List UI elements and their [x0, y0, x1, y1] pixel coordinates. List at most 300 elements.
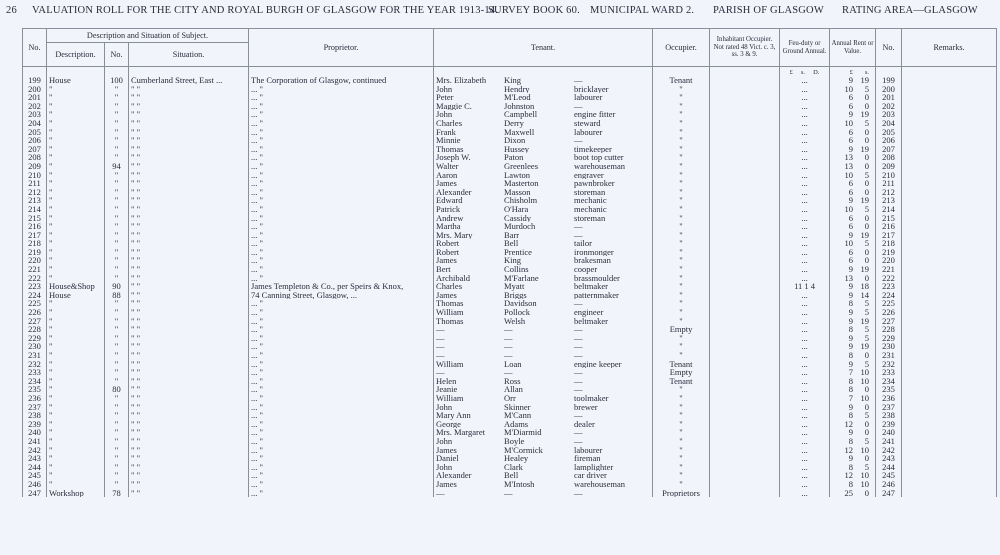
- row-rent-shillings: 5: [864, 170, 870, 180]
- row-inhabitant: [710, 282, 780, 291]
- row-number: ": [105, 454, 129, 463]
- row-tenant-occupation: —: [574, 333, 583, 343]
- row-number: 94: [105, 162, 129, 171]
- row-rent-shillings: 5: [864, 436, 870, 446]
- row-tenant-forename: Robert: [436, 239, 460, 248]
- row-proprietor: The Corporation of Glasgow, continued: [249, 76, 434, 85]
- row-number: ": [105, 119, 129, 128]
- row-remarks: [902, 437, 997, 446]
- table-row: [23, 239, 997, 248]
- row-tenant-occupation: car driver: [574, 471, 607, 480]
- row-tenant-surname: Lawton: [504, 170, 530, 180]
- row-tenant-surname: King: [504, 76, 522, 85]
- feu-unit-shillings: s.: [800, 69, 806, 76]
- row-tenant-forename: Patrick: [436, 204, 461, 214]
- row-proprietor: ... ": [249, 385, 434, 394]
- rent-label: Annual Rent or Value.: [831, 40, 874, 55]
- row-tenant-forename: Andrew: [436, 213, 464, 223]
- row-tenant-forename: Minnie: [436, 136, 461, 145]
- row-remarks: [902, 463, 997, 472]
- row-feu-ellipsis: ...: [801, 230, 808, 240]
- row-proprietor: ... ": [249, 256, 434, 265]
- row-feu-ellipsis: ...: [801, 153, 808, 162]
- row-rent-pounds: 10: [844, 239, 854, 248]
- row-proprietor: ... ": [249, 222, 434, 231]
- row-tenant-forename: James: [436, 256, 457, 266]
- table-row: [23, 205, 997, 214]
- row-no-right: 206: [876, 136, 902, 145]
- row-tenant-occupation: boot top cutter: [574, 153, 624, 162]
- row-tenant-forename: Charles: [436, 118, 462, 128]
- row-no-right: 205: [876, 128, 902, 137]
- row-rent-shillings: 10: [860, 471, 870, 480]
- row-rent-shillings: 18: [860, 282, 870, 291]
- row-inhabitant: [710, 231, 780, 240]
- row-remarks: [902, 489, 997, 498]
- row-number: ": [105, 394, 129, 403]
- row-tenant-surname: Loan: [504, 359, 522, 369]
- row-rent-shillings: 10: [860, 376, 870, 386]
- row-tenant-occupation: engine keeper: [574, 359, 622, 369]
- row-situation: " ": [129, 471, 249, 480]
- row-no-right: 207: [876, 145, 902, 154]
- row-tenant-surname: Cassidy: [504, 213, 531, 223]
- table-row: [23, 248, 997, 257]
- table-row: [23, 325, 997, 334]
- row-rent-shillings: 19: [860, 196, 870, 205]
- row-feu-ellipsis: ...: [801, 325, 808, 334]
- row-situation: " ": [129, 145, 249, 154]
- table-row: [23, 85, 997, 94]
- row-occupier: ": [653, 291, 710, 300]
- row-rent-shillings: 0: [864, 247, 870, 257]
- row-number: ": [105, 368, 129, 377]
- row-occupier: ": [653, 153, 710, 162]
- row-tenant-occupation: pawnbroker: [574, 179, 615, 188]
- table-row: [23, 222, 997, 231]
- row-feu-ellipsis: ...: [801, 333, 808, 343]
- col-header-no-right: No.: [876, 29, 902, 67]
- row-no-right: 236: [876, 394, 902, 403]
- row-number: ": [105, 128, 129, 137]
- row-no: 231: [23, 351, 47, 360]
- row-proprietor: 74 Canning Street, Glasgow, ...: [249, 291, 434, 300]
- row-description: ": [47, 93, 105, 102]
- row-tenant-surname: Boyle: [504, 436, 525, 446]
- row-description: ": [47, 437, 105, 446]
- row-inhabitant: [710, 171, 780, 180]
- row-tenant-forename: Mary Ann: [436, 411, 471, 420]
- row-tenant-forename: Robert: [436, 247, 460, 257]
- row-tenant-surname: Pollock: [504, 308, 531, 317]
- row-proprietor: ... ": [249, 248, 434, 257]
- row-no-right: 231: [876, 351, 902, 360]
- row-inhabitant: [710, 222, 780, 231]
- row-no-right: 230: [876, 342, 902, 351]
- row-inhabitant: [710, 128, 780, 137]
- row-description: ": [47, 308, 105, 317]
- row-tenant-surname: Healey: [504, 454, 529, 463]
- row-situation: " ": [129, 403, 249, 412]
- row-occupier: ": [653, 145, 710, 154]
- row-feu-ellipsis: ...: [801, 76, 808, 85]
- row-tenant-surname: Maxwell: [504, 127, 535, 137]
- table-row: [23, 428, 997, 437]
- row-tenant-surname: King: [504, 256, 522, 266]
- row-proprietor: ... ": [249, 334, 434, 343]
- row-number: 90: [105, 282, 129, 291]
- row-feu-ellipsis: ...: [801, 256, 808, 266]
- row-rent-shillings: 19: [860, 316, 870, 326]
- row-occupier: ": [653, 385, 710, 394]
- row-description: ": [47, 265, 105, 274]
- row-inhabitant: [710, 385, 780, 394]
- row-number: ": [105, 480, 129, 489]
- row-tenant-occupation: dealer: [574, 419, 595, 429]
- row-inhabitant: [710, 394, 780, 403]
- row-tenant-forename: James: [436, 445, 457, 455]
- parish: PARISH OF GLASGOW: [713, 5, 824, 16]
- row-occupier: ": [653, 428, 710, 437]
- row-feu-ellipsis: ...: [801, 101, 808, 111]
- row-tenant-surname: Welsh: [504, 316, 526, 326]
- row-situation: " ": [129, 162, 249, 171]
- row-tenant-forename: John: [436, 402, 453, 412]
- row-no-right: 233: [876, 368, 902, 377]
- row-rent-pounds: 13: [844, 153, 854, 162]
- row-no-right: 237: [876, 403, 902, 412]
- row-rent-pounds: 6: [848, 256, 854, 266]
- row-no-right: 211: [876, 179, 902, 188]
- row-situation: " ": [129, 93, 249, 102]
- row-no-right: 223: [876, 282, 902, 291]
- row-feu-ellipsis: ...: [801, 265, 808, 274]
- row-tenant-surname: O'Hara: [504, 204, 529, 214]
- row-rent-pounds: 9: [848, 428, 854, 437]
- row-rent-shillings: 5: [864, 333, 870, 343]
- row-proprietor: ... ": [249, 265, 434, 274]
- row-feu-ellipsis: ...: [801, 239, 808, 248]
- col-header-description: Description.: [47, 43, 105, 67]
- row-occupier: ": [653, 188, 710, 197]
- row-occupier: ": [653, 299, 710, 308]
- row-inhabitant: [710, 334, 780, 343]
- row-no: 221: [23, 265, 47, 274]
- row-rent-shillings: 0: [864, 179, 870, 188]
- row-tenant-surname: Orr: [504, 393, 516, 403]
- row-rent-shillings: 0: [864, 402, 870, 412]
- row-rent-pounds: 8: [848, 462, 854, 472]
- row-feu-ellipsis: ...: [801, 170, 808, 180]
- row-tenant-surname: M'Farlane: [504, 273, 539, 283]
- table-row: [23, 179, 997, 188]
- row-feu-ellipsis: ...: [801, 479, 808, 489]
- row-tenant-occupation: —: [574, 436, 583, 446]
- row-tenant-surname: —: [504, 351, 513, 360]
- row-tenant-occupation: —: [574, 76, 583, 85]
- row-number: ": [105, 428, 129, 437]
- row-occupier: ": [653, 128, 710, 137]
- row-tenant-surname: —: [504, 333, 513, 343]
- row-remarks: [902, 85, 997, 94]
- row-description: ": [47, 325, 105, 334]
- row-tenant-surname: —: [504, 325, 513, 334]
- row-proprietor: ... ": [249, 342, 434, 351]
- row-tenant-forename: William: [436, 359, 464, 369]
- row-tenant-occupation: timekeeper: [574, 144, 612, 154]
- table-row: [23, 119, 997, 128]
- row-rent-shillings: 0: [864, 351, 870, 360]
- row-rent-pounds: 8: [848, 351, 854, 360]
- row-tenant-occupation: brakesman: [574, 256, 611, 266]
- row-tenant-forename: Helen: [436, 376, 457, 386]
- row-description: House: [47, 76, 105, 85]
- row-no: 225: [23, 299, 47, 308]
- row-remarks: [902, 385, 997, 394]
- table-row: [23, 489, 997, 498]
- row-remarks: [902, 308, 997, 317]
- row-tenant-forename: James: [436, 290, 457, 300]
- row-description: ": [47, 394, 105, 403]
- row-rent-pounds: 9: [848, 290, 854, 300]
- row-feu-ellipsis: ...: [801, 204, 808, 214]
- row-description: ": [47, 239, 105, 248]
- row-number: ": [105, 437, 129, 446]
- row-occupier: ": [653, 102, 710, 111]
- table-row: [23, 162, 997, 171]
- page-number: 26: [6, 5, 17, 16]
- row-tenant-occupation: tailor: [574, 239, 592, 248]
- row-rent-pounds: 10: [844, 170, 854, 180]
- row-situation: " ": [129, 153, 249, 162]
- row-tenant-surname: Johnston: [504, 101, 535, 111]
- row-situation: " ": [129, 454, 249, 463]
- row-proprietor: ... ": [249, 274, 434, 283]
- row-rent-pounds: 6: [848, 187, 854, 197]
- row-rent-pounds: 8: [848, 411, 854, 420]
- row-rent-shillings: 5: [864, 84, 870, 94]
- row-no: 224: [23, 291, 47, 300]
- row-no: 239: [23, 420, 47, 429]
- row-tenant-occupation: storeman: [574, 213, 606, 223]
- row-tenant-surname: Davidson: [504, 299, 537, 309]
- row-no: 242: [23, 446, 47, 455]
- row-tenant-forename: Martha: [436, 222, 461, 231]
- row-feu-ellipsis: ...: [801, 144, 808, 154]
- row-proprietor: James Templeton & Co., per Speirs & Knox,: [249, 282, 434, 291]
- row-proprietor: ... ": [249, 437, 434, 446]
- row-tenant-occupation: patternmaker: [574, 290, 619, 300]
- row-rent-shillings: 0: [864, 488, 870, 498]
- row-tenant-occupation: —: [574, 351, 583, 360]
- row-description: ": [47, 188, 105, 197]
- row-situation: " ": [129, 102, 249, 111]
- table-row: [23, 480, 997, 489]
- row-proprietor: ... ": [249, 489, 434, 498]
- row-feu-ellipsis: ...: [801, 110, 808, 119]
- row-occupier: ": [653, 136, 710, 145]
- row-no: 230: [23, 342, 47, 351]
- row-no-right: 238: [876, 411, 902, 420]
- row-no-right: 217: [876, 231, 902, 240]
- row-situation: " ": [129, 385, 249, 394]
- row-tenant-forename: Mrs. Elizabeth: [436, 76, 487, 85]
- row-description: ": [47, 334, 105, 343]
- table-row: [23, 214, 997, 223]
- row-number: ": [105, 299, 129, 308]
- row-feu-ellipsis: ...: [801, 308, 808, 317]
- row-tenant-forename: —: [436, 333, 445, 343]
- row-tenant-forename: William: [436, 308, 464, 317]
- row-rent-shillings: 19: [860, 144, 870, 154]
- row-occupier: ": [653, 342, 710, 351]
- row-rent-shillings: 0: [864, 187, 870, 197]
- table-row: [23, 420, 997, 429]
- row-description: ": [47, 153, 105, 162]
- row-rent-shillings: 0: [864, 454, 870, 463]
- row-tenant-surname: Dixon: [504, 136, 526, 145]
- row-inhabitant: [710, 454, 780, 463]
- row-tenant-occupation: —: [574, 136, 583, 145]
- row-no: 236: [23, 394, 47, 403]
- row-inhabitant: [710, 188, 780, 197]
- row-feu-ellipsis: ...: [801, 402, 808, 412]
- row-no-right: 227: [876, 317, 902, 326]
- row-tenant-surname: Allan: [504, 385, 523, 394]
- row-number: ": [105, 403, 129, 412]
- table-row: [23, 282, 997, 291]
- row-proprietor: ... ": [249, 403, 434, 412]
- row-occupier: ": [653, 411, 710, 420]
- row-proprietor: ... ": [249, 420, 434, 429]
- row-tenant-occupation: storeman: [574, 187, 606, 197]
- row-tenant-forename: Mrs. Mary: [436, 230, 473, 240]
- row-situation: " ": [129, 85, 249, 94]
- row-inhabitant: [710, 119, 780, 128]
- row-rent-pounds: 9: [848, 359, 854, 369]
- row-number: 100: [105, 76, 129, 85]
- row-description: ": [47, 454, 105, 463]
- row-situation: " ": [129, 171, 249, 180]
- row-number: ": [105, 360, 129, 369]
- row-tenant-surname: Hussey: [504, 144, 530, 154]
- row-tenant-forename: —: [436, 351, 445, 360]
- row-situation: " ": [129, 360, 249, 369]
- row-rent-shillings: 5: [864, 411, 870, 420]
- col-header-no: No.: [23, 29, 47, 67]
- row-rent-pounds: 12: [844, 445, 854, 455]
- row-situation: " ": [129, 411, 249, 420]
- table-row: [23, 102, 997, 111]
- row-tenant-occupation: lamplighter: [574, 462, 614, 472]
- row-tenant-forename: Peter: [436, 93, 454, 102]
- table-row: [23, 231, 997, 240]
- row-rent-pounds: 6: [848, 136, 854, 145]
- row-occupier: ": [653, 446, 710, 455]
- row-no: 243: [23, 454, 47, 463]
- row-no-right: 208: [876, 153, 902, 162]
- row-tenant-forename: Daniel: [436, 454, 459, 463]
- row-occupier: Tenant: [653, 76, 710, 85]
- row-occupier: ": [653, 171, 710, 180]
- row-tenant-forename: Alexander: [436, 187, 472, 197]
- row-remarks: [902, 205, 997, 214]
- table-row: [23, 188, 997, 197]
- row-occupier: ": [653, 265, 710, 274]
- row-feu-ellipsis: ...: [801, 342, 808, 351]
- row-tenant-forename: Thomas: [436, 299, 464, 309]
- row-rent-shillings: 19: [860, 342, 870, 351]
- row-no-right: 214: [876, 205, 902, 214]
- row-description: ": [47, 256, 105, 265]
- row-remarks: [902, 428, 997, 437]
- row-tenant-occupation: —: [574, 411, 583, 420]
- row-rent-pounds: 6: [848, 247, 854, 257]
- row-rent-shillings: 5: [864, 239, 870, 248]
- row-number: ": [105, 351, 129, 360]
- row-inhabitant: [710, 136, 780, 145]
- table-row: [23, 136, 997, 145]
- row-description: ": [47, 317, 105, 326]
- row-remarks: [902, 403, 997, 412]
- row-inhabitant: [710, 437, 780, 446]
- row-situation: " ": [129, 463, 249, 472]
- row-tenant-occupation: toolmaker: [574, 393, 609, 403]
- row-tenant-forename: John: [436, 462, 453, 472]
- col-header-proprietor: Proprietor.: [249, 29, 434, 67]
- row-no: 233: [23, 368, 47, 377]
- row-occupier: ": [653, 179, 710, 188]
- row-no-right: 247: [876, 489, 902, 498]
- row-proprietor: ... ": [249, 454, 434, 463]
- row-number: ": [105, 274, 129, 283]
- row-rent-pounds: 9: [848, 76, 854, 85]
- rent-unit-pounds: £: [849, 69, 854, 76]
- row-situation: " ": [129, 489, 249, 498]
- row-occupier: ": [653, 282, 710, 291]
- row-no: 235: [23, 385, 47, 394]
- row-tenant-surname: Myatt: [504, 282, 525, 291]
- row-proprietor: ... ": [249, 317, 434, 326]
- row-no-right: 241: [876, 437, 902, 446]
- row-feu-ellipsis: ...: [801, 419, 808, 429]
- row-tenant-surname: Ross: [504, 376, 521, 386]
- row-occupier: ": [653, 205, 710, 214]
- table-row: [23, 317, 997, 326]
- table-row: [23, 403, 997, 412]
- row-occupier: ": [653, 471, 710, 480]
- row-description: ": [47, 162, 105, 171]
- row-rent-pounds: 10: [844, 84, 854, 94]
- row-tenant-occupation: engine fitter: [574, 110, 616, 119]
- row-description: House: [47, 291, 105, 300]
- row-no: 241: [23, 437, 47, 446]
- row-tenant-surname: M'Diarmid: [504, 428, 542, 437]
- table-row: [23, 291, 997, 300]
- row-no: 223: [23, 282, 47, 291]
- row-no-right: 222: [876, 274, 902, 283]
- row-situation: " ": [129, 437, 249, 446]
- row-tenant-occupation: —: [574, 342, 583, 351]
- row-tenant-occupation: warehouseman: [574, 161, 626, 171]
- table-row: [23, 463, 997, 472]
- row-tenant-surname: Bell: [504, 471, 519, 480]
- row-tenant-occupation: mechanic: [574, 196, 607, 205]
- row-rent-pounds: 7: [848, 368, 854, 377]
- row-situation: " ": [129, 196, 249, 205]
- row-situation: " ": [129, 205, 249, 214]
- row-situation: Cumberland Street, East ...: [129, 76, 249, 85]
